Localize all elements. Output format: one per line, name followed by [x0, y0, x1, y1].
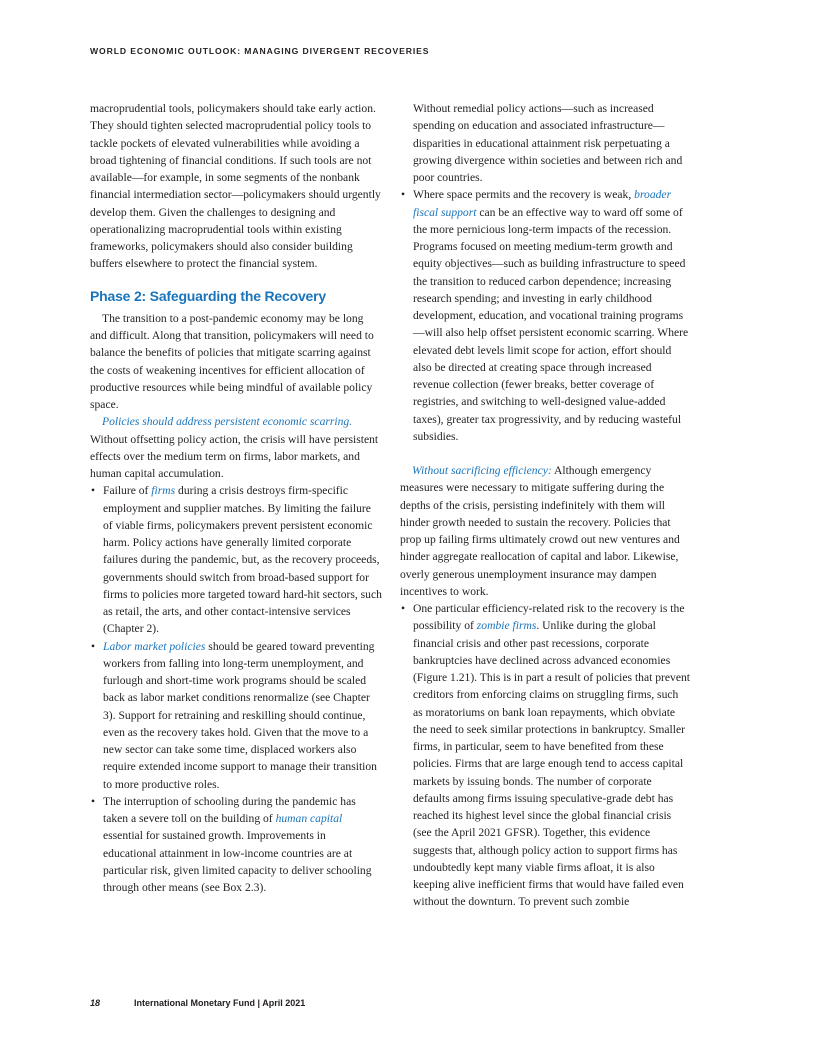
- section-heading: Phase 2: Safeguarding the Recovery: [90, 287, 326, 304]
- bullet-list-left: [90, 482, 382, 896]
- emphasis-efficiency: Without sacrificing efficiency:: [412, 464, 552, 477]
- paragraph-scarring: [90, 413, 382, 482]
- right-column: [400, 100, 690, 911]
- paragraph-remedial: Without remedial policy actions—such as increased spending on education and associated infrastructure—disparities in educational attainment risk perpetuating a growing divergence within societies and between rich and poor countries.: [413, 102, 683, 184]
- bullet-icon: •: [401, 188, 406, 202]
- emphasis-zombie-firms: zombie firms: [476, 619, 537, 633]
- bullet-icon: •: [91, 639, 96, 653]
- text: should be geared toward preventing workers from falling into long-term unemployment, and furlough and short-time work programs should be scaled back as labor market conditions renormalize (see Chapter 3). Support for retraining and reskilling should continue, even as the recovery takes hold. Given that the move to a new sector can take some time, displaced workers also require extended income support to manage their transition to more productive roles.: [103, 639, 377, 791]
- paragraph-transition: The transition to a post-pandemic economy may be long and difficult. Along that transition, policymakers will need to balance the benefits of policies that mitigate scarring against the costs of weakening incentives for efficient allocation of productive resources while being mindful of available policy space.: [90, 311, 374, 411]
- emphasis-human-capital: human capital: [275, 812, 343, 825]
- paragraph-scarring-text: Without offsetting policy action, the crisis will have persistent effects over the medium term on firms, labor markets, and human capital accumulation.: [90, 432, 379, 480]
- running-header: WORLD ECONOMIC OUTLOOK: MANAGING DIVERGENT RECOVERIES: [90, 46, 430, 56]
- paragraph-macroprudential: macroprudential tools, policymakers should take early action. They should tighten selected macroprudential policy tools to tackle pockets of elevated vulnerabilities while avoiding a broad tightening of financial conditions. If such tools are not available—for example, in some segments of the nonbank financial intermediation sector—policymakers should urgently develop them. Given the challenges to designing and operationalizing macroprudential tools within existing frameworks, policymakers should also consider building buffers elsewhere to protect the financial system.: [90, 102, 381, 271]
- page-number: 18: [90, 998, 101, 1008]
- emphasis-firms: firms: [151, 484, 176, 498]
- bullet-list-right-2: [400, 600, 690, 911]
- list-item: [400, 186, 690, 445]
- emphasis-scarring: Policies should address persistent economic scarring.: [102, 415, 353, 429]
- bullet-icon: •: [401, 602, 406, 615]
- bullet-icon: •: [91, 484, 96, 498]
- text: Where space permits and the recovery is weak,: [413, 188, 635, 202]
- page-footer: [90, 998, 305, 1008]
- text: One particular efficiency-related risk to the recovery is the possibility of: [413, 602, 685, 633]
- left-column: [90, 100, 382, 896]
- list-item: [90, 482, 382, 637]
- text: . Unlike during the global financial crisis and other past recessions, corporate bankruptcies have declined across advanced economies (Figure 1.21). This is in part a result of policies that prevent creditors from enforcing claims on struggling firms, such as moratoriums on bank loan repayments, which obviate the need to seek similar protections in bankruptcy. Smaller firms, in particular, seem to have benefited from these policies. Firms that are large enough tend to access capital markets by issuing bonds. The number of corporate defaults among firms issuing speculative-grade debt has reached its highest level since the global financial crisis (see the April 2021 GFSR). Together, this evidence suggests that, although policy action to support firms has undoubtedly kept many viable firms afloat, it is also keeping alive inefficient firms that would have failed even without the downturn. To prevent such zombie: [413, 619, 691, 909]
- text: can be an effective way to ward off some of the more pernicious long-term impacts of the recession. Programs focused on meeting medium-term growth and equity objectives—such as building infrastructure to speed the transition to reduced carbon dependence; increasing research spending; and investing in early childhood development, education, and vocational training programs—will also help offset persistent economic scarring. Where elevated debt levels limit scope for action, effort should also be directed at creating space through increased revenue collection (fewer breaks, better coverage of registries, and switching to well-designed value-added taxes), greater tax progressivity, and by reducing wasteful subsidies.: [413, 205, 689, 443]
- paragraph-efficiency: [400, 462, 690, 600]
- list-item: [90, 638, 382, 793]
- text: during a crisis destroys firm-specific employment and supplier matches. By limiting the failure of viable firms, policymakers prevent persistent economic harm. Policy actions have generally limited corporate failures during the pandemic, but, as the recovery proceeds, governments should switch from broad-based support for firms to policies more targeted toward hard-hit sectors, such as retail, the arts, and other contact-intensive services (Chapter 2).: [103, 484, 382, 636]
- emphasis-labor-market: Labor market policies: [103, 639, 206, 653]
- bullet-icon: •: [91, 794, 96, 808]
- text: Although emergency measures were necessary to mitigate suffering during the depths of the crisis, persisting indefinitely with them will hinder growth needed to sustain the recovery. Policies that prop up failing firms ultimately crowd out new ventures and hinder aggregate reallocation of capital and labor. Likewise, overly generous unemployment insurance may dampen incentives to work.: [400, 464, 680, 598]
- bullet-list-right-1: [400, 186, 690, 445]
- text: Failure of: [103, 484, 152, 498]
- emphasis-fiscal-support: broader fiscal support: [413, 188, 672, 219]
- list-item: [400, 600, 690, 911]
- list-item: [90, 793, 382, 897]
- text: essential for sustained growth. Improvements in educational attainment in low-income countries are at particular risk, given limited capacity to deliver schooling through other means (see Box 2.3).: [103, 829, 372, 894]
- text: The interruption of schooling during the pandemic has taken a severe toll on the building of: [103, 794, 356, 825]
- footer-source: International Monetary Fund | April 2021: [134, 998, 306, 1008]
